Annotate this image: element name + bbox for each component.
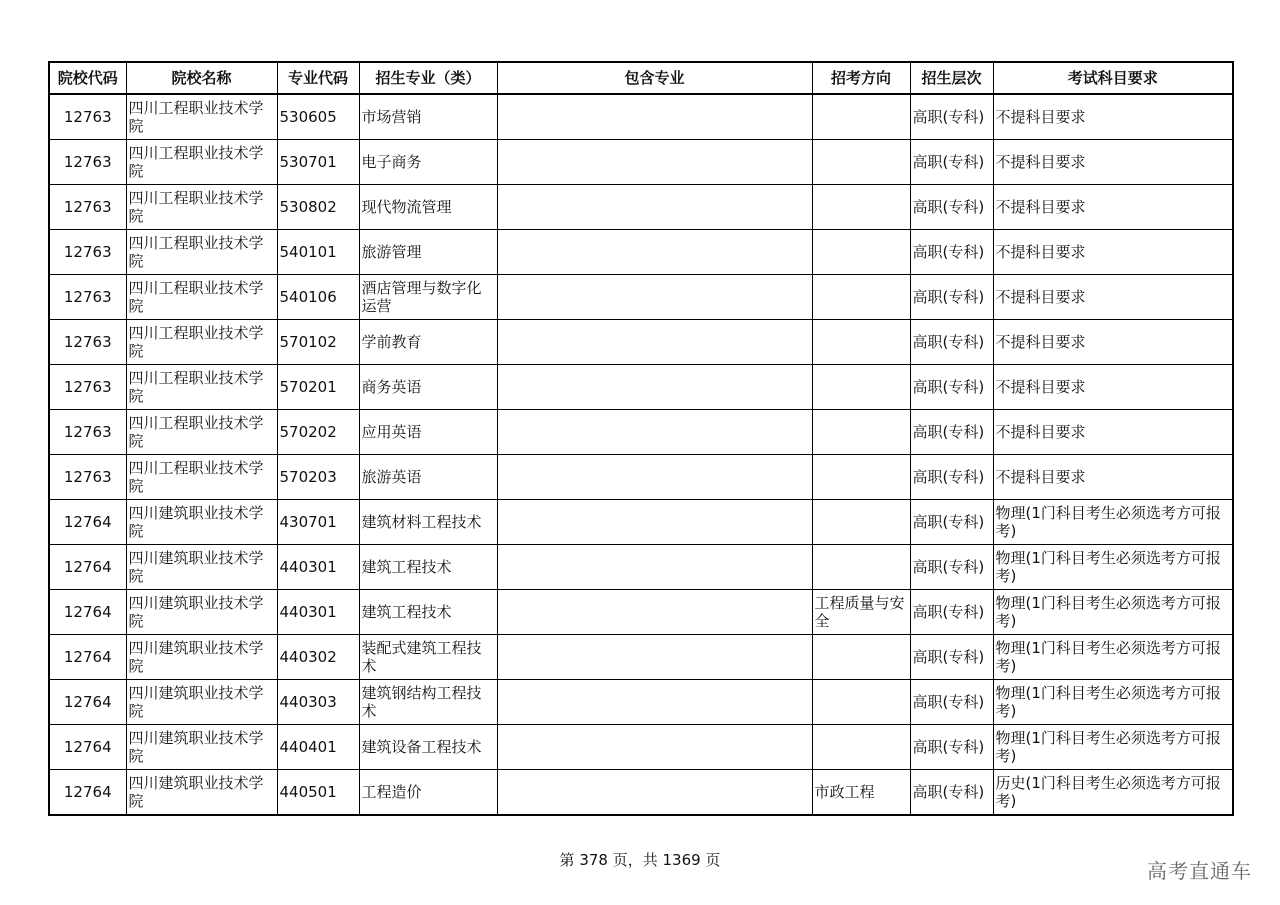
cell-school-code: 12763: [49, 185, 126, 230]
header-major-code: 专业代码: [277, 62, 359, 94]
table-body: [49, 94, 1233, 815]
cell-school-code: 12763: [49, 140, 126, 185]
cell-major-code: 540101: [277, 230, 359, 275]
cell-school-code: 12764: [49, 590, 126, 635]
cell-school-name: 四川建筑职业技术学院: [126, 680, 277, 725]
cell-major: 建筑材料工程技术: [359, 500, 497, 545]
cell-school-name: 四川建筑职业技术学院: [126, 770, 277, 816]
cell-level: 高职(专科): [910, 545, 993, 590]
cell-included-majors: [497, 680, 812, 725]
cell-major: 旅游管理: [359, 230, 497, 275]
cell-major-code: 430701: [277, 500, 359, 545]
cell-requirement: 不提科目要求: [993, 140, 1233, 185]
cell-major-code: 440303: [277, 680, 359, 725]
cell-major-code: 440401: [277, 725, 359, 770]
table-row: [49, 680, 1233, 725]
table-row: [49, 455, 1233, 500]
cell-school-name: 四川建筑职业技术学院: [126, 545, 277, 590]
cell-school-code: 12763: [49, 275, 126, 320]
cell-school-name: 四川工程职业技术学院: [126, 185, 277, 230]
table-row: [49, 635, 1233, 680]
cell-major: 商务英语: [359, 365, 497, 410]
cell-major-code: 570202: [277, 410, 359, 455]
cell-major: 旅游英语: [359, 455, 497, 500]
table-row: [49, 230, 1233, 275]
cell-direction: [812, 500, 910, 545]
table-row: [49, 94, 1233, 140]
cell-direction: [812, 185, 910, 230]
cell-major: 建筑钢结构工程技术: [359, 680, 497, 725]
cell-level: 高职(专科): [910, 590, 993, 635]
cell-school-code: 12764: [49, 725, 126, 770]
cell-included-majors: [497, 230, 812, 275]
cell-included-majors: [497, 94, 812, 140]
header-requirement: 考试科目要求: [993, 62, 1233, 94]
cell-level: 高职(专科): [910, 680, 993, 725]
table-row: [49, 185, 1233, 230]
cell-school-code: 12764: [49, 770, 126, 816]
cell-level: 高职(专科): [910, 94, 993, 140]
cell-requirement: 不提科目要求: [993, 365, 1233, 410]
cell-school-name: 四川建筑职业技术学院: [126, 725, 277, 770]
cell-requirement: 不提科目要求: [993, 185, 1233, 230]
table-row: [49, 320, 1233, 365]
cell-requirement: 不提科目要求: [993, 455, 1233, 500]
header-school-name: 院校名称: [126, 62, 277, 94]
table-row: [49, 365, 1233, 410]
cell-school-name: 四川建筑职业技术学院: [126, 590, 277, 635]
cell-major: 电子商务: [359, 140, 497, 185]
cell-level: 高职(专科): [910, 365, 993, 410]
cell-level: 高职(专科): [910, 230, 993, 275]
cell-direction: [812, 230, 910, 275]
cell-major: 建筑工程技术: [359, 590, 497, 635]
cell-major: 应用英语: [359, 410, 497, 455]
cell-included-majors: [497, 320, 812, 365]
header-level: 招生层次: [910, 62, 993, 94]
cell-school-code: 12764: [49, 680, 126, 725]
cell-major: 建筑工程技术: [359, 545, 497, 590]
cell-school-name: 四川工程职业技术学院: [126, 140, 277, 185]
table-row: [49, 545, 1233, 590]
cell-requirement: 物理(1门科目考生必须选考方可报考): [993, 725, 1233, 770]
cell-direction: [812, 275, 910, 320]
cell-major-code: 570102: [277, 320, 359, 365]
cell-direction: 市政工程: [812, 770, 910, 816]
cell-major-code: 440301: [277, 545, 359, 590]
cell-school-code: 12763: [49, 410, 126, 455]
cell-school-name: 四川工程职业技术学院: [126, 94, 277, 140]
cell-direction: [812, 635, 910, 680]
cell-major: 学前教育: [359, 320, 497, 365]
cell-major: 建筑设备工程技术: [359, 725, 497, 770]
cell-major: 工程造价: [359, 770, 497, 816]
cell-direction: [812, 725, 910, 770]
cell-direction: [812, 680, 910, 725]
watermark-text: 高考直通车: [1147, 859, 1252, 883]
cell-included-majors: [497, 545, 812, 590]
cell-major-code: 530802: [277, 185, 359, 230]
cell-level: 高职(专科): [910, 185, 993, 230]
cell-included-majors: [497, 410, 812, 455]
cell-direction: [812, 365, 910, 410]
cell-included-majors: [497, 500, 812, 545]
cell-school-code: 12764: [49, 545, 126, 590]
cell-school-name: 四川建筑职业技术学院: [126, 635, 277, 680]
cell-included-majors: [497, 635, 812, 680]
cell-requirement: 历史(1门科目考生必须选考方可报考): [993, 770, 1233, 816]
cell-included-majors: [497, 455, 812, 500]
cell-school-code: 12763: [49, 455, 126, 500]
header-school-code: 院校代码: [49, 62, 126, 94]
cell-requirement: 物理(1门科目考生必须选考方可报考): [993, 680, 1233, 725]
cell-included-majors: [497, 365, 812, 410]
cell-included-majors: [497, 140, 812, 185]
cell-level: 高职(专科): [910, 770, 993, 816]
cell-school-name: 四川工程职业技术学院: [126, 320, 277, 365]
cell-included-majors: [497, 725, 812, 770]
cell-school-name: 四川工程职业技术学院: [126, 230, 277, 275]
cell-major: 现代物流管理: [359, 185, 497, 230]
cell-major-code: 530701: [277, 140, 359, 185]
cell-school-code: 12763: [49, 320, 126, 365]
cell-school-name: 四川建筑职业技术学院: [126, 500, 277, 545]
cell-level: 高职(专科): [910, 635, 993, 680]
table-row: [49, 140, 1233, 185]
cell-requirement: 物理(1门科目考生必须选考方可报考): [993, 635, 1233, 680]
table-row: [49, 770, 1233, 816]
cell-requirement: 不提科目要求: [993, 230, 1233, 275]
cell-level: 高职(专科): [910, 410, 993, 455]
cell-direction: [812, 545, 910, 590]
cell-requirement: 物理(1门科目考生必须选考方可报考): [993, 590, 1233, 635]
cell-school-name: 四川工程职业技术学院: [126, 455, 277, 500]
cell-major-code: 530605: [277, 94, 359, 140]
cell-level: 高职(专科): [910, 500, 993, 545]
cell-school-code: 12764: [49, 635, 126, 680]
cell-major: 装配式建筑工程技术: [359, 635, 497, 680]
cell-requirement: 不提科目要求: [993, 275, 1233, 320]
cell-level: 高职(专科): [910, 140, 993, 185]
cell-major-code: 440301: [277, 590, 359, 635]
header-direction: 招考方向: [812, 62, 910, 94]
cell-requirement: 物理(1门科目考生必须选考方可报考): [993, 545, 1233, 590]
cell-direction: [812, 320, 910, 365]
table-row: [49, 410, 1233, 455]
cell-school-code: 12763: [49, 230, 126, 275]
cell-major-code: 570201: [277, 365, 359, 410]
cell-level: 高职(专科): [910, 275, 993, 320]
cell-direction: [812, 140, 910, 185]
cell-major: 市场营销: [359, 94, 497, 140]
cell-requirement: 物理(1门科目考生必须选考方可报考): [993, 500, 1233, 545]
admissions-table: [48, 61, 1234, 816]
table-row: [49, 590, 1233, 635]
cell-included-majors: [497, 770, 812, 816]
cell-school-code: 12763: [49, 365, 126, 410]
table-header-row: [49, 62, 1233, 94]
cell-direction: [812, 94, 910, 140]
cell-school-code: 12764: [49, 500, 126, 545]
cell-requirement: 不提科目要求: [993, 320, 1233, 365]
cell-included-majors: [497, 590, 812, 635]
cell-major-code: 570203: [277, 455, 359, 500]
cell-direction: [812, 455, 910, 500]
cell-school-code: 12763: [49, 94, 126, 140]
header-included-majors: 包含专业: [497, 62, 812, 94]
cell-major-code: 540106: [277, 275, 359, 320]
cell-major-code: 440302: [277, 635, 359, 680]
cell-requirement: 不提科目要求: [993, 410, 1233, 455]
cell-level: 高职(专科): [910, 725, 993, 770]
table-row: [49, 275, 1233, 320]
cell-level: 高职(专科): [910, 455, 993, 500]
cell-direction: [812, 410, 910, 455]
table-row: [49, 500, 1233, 545]
cell-school-name: 四川工程职业技术学院: [126, 275, 277, 320]
header-major: 招生专业（类）: [359, 62, 497, 94]
cell-major-code: 440501: [277, 770, 359, 816]
cell-school-name: 四川工程职业技术学院: [126, 365, 277, 410]
cell-included-majors: [497, 185, 812, 230]
cell-school-name: 四川工程职业技术学院: [126, 410, 277, 455]
page-number: 第 378 页，共 1369 页: [559, 851, 721, 869]
table-row: [49, 725, 1233, 770]
cell-direction: 工程质量与安全: [812, 590, 910, 635]
cell-major: 酒店管理与数字化运营: [359, 275, 497, 320]
cell-included-majors: [497, 275, 812, 320]
cell-level: 高职(专科): [910, 320, 993, 365]
cell-requirement: 不提科目要求: [993, 94, 1233, 140]
